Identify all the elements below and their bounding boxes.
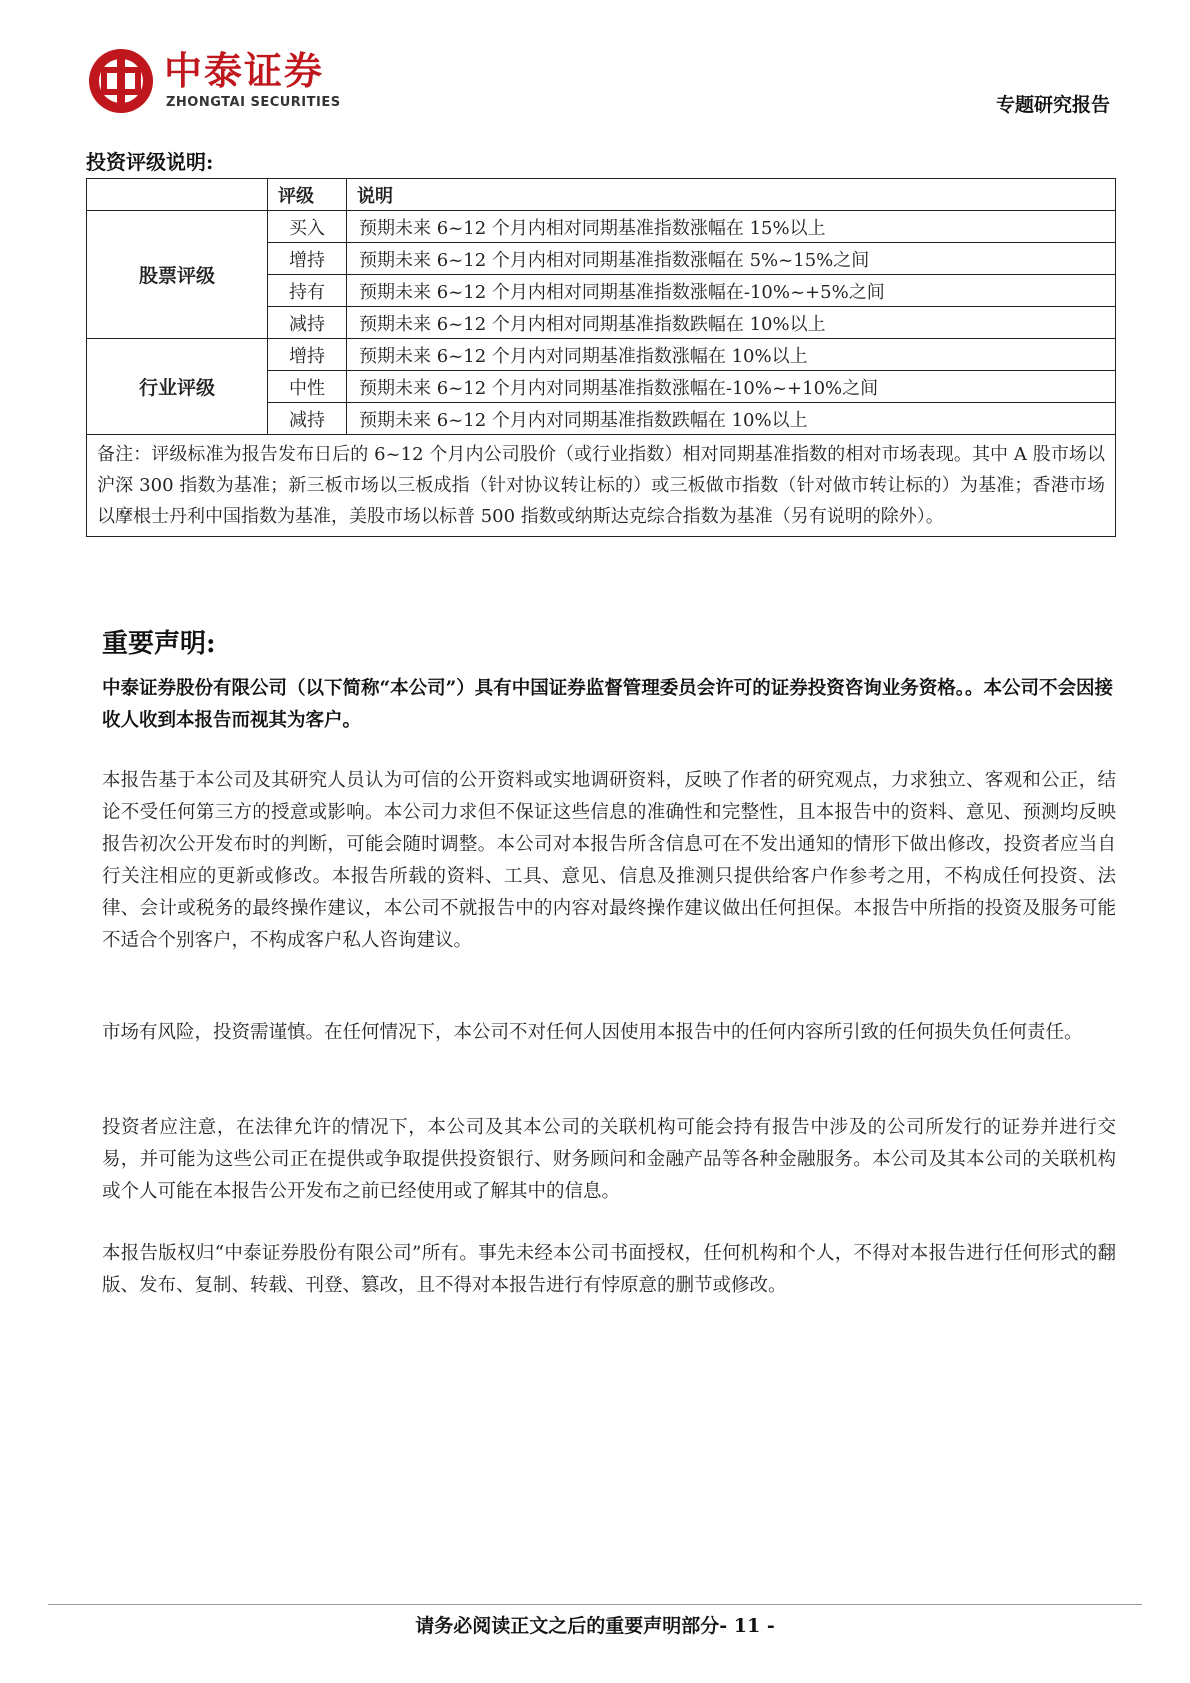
table-header-row: [87, 179, 1116, 211]
rating-level: 减持: [268, 307, 347, 339]
header-empty-cell: [87, 179, 268, 211]
table-row: [87, 339, 1116, 371]
rating-desc: 预期未来 6~12 个月内对同期基准指数跌幅在 10%以上: [347, 403, 1116, 435]
rating-level: 买入: [268, 211, 347, 243]
footer-text: 请务必阅读正文之后的重要声明部分- 11 -: [415, 1615, 775, 1637]
industry-rating-label: 行业评级: [87, 339, 268, 435]
declaration-paragraph-1: 本报告基于本公司及其研究人员认为可信的公开资料或实地调研资料，反映了作者的研究观点，力求独立、客观和公正，结论不受任何第三方的授意或影响。本公司力求但不保证这些信息的准确性和完整性，且本报告中的资料、意见、预测均反映报告初次公开发布时的判断，可能会随时调整。本公司对本报告所含信息可在不发出通知的情形下做出修改，投资者应当自行关注相应的更新或修改。本报告所载的资料、工具、意见、信息及推测只提供给客户作参考之用，不构成任何投资、法律、会计或税务的最终操作建议，本公司不就报告中的内容对最终操作建议做出任何担保。本报告中所指的投资及服务可能不适合个别客户，不构成客户私人咨询建议。: [102, 770, 1116, 951]
declaration-paragraph-2: 市场有风险，投资需谨慎。在任何情况下，本公司不对任何人因使用本报告中的任何内容所引致的任何损失负任何责任。: [102, 1022, 1083, 1043]
declaration-bold-text: 中泰证券股份有限公司（以下简称“本公司”）具有中国证券监督管理委员会许可的证券投资咨询业务资格。。本公司不会因接收人收到本报告而视其为客户。: [102, 678, 1114, 731]
rating-level: 中性: [268, 371, 347, 403]
report-type-label: 专题研究报告: [995, 94, 1110, 116]
rating-level: 增持: [268, 339, 347, 371]
rating-desc: 预期未来 6~12 个月内相对同期基准指数涨幅在-10%~+5%之间: [347, 275, 1116, 307]
rating-level: 持有: [268, 275, 347, 307]
rating-desc: 预期未来 6~12 个月内相对同期基准指数跌幅在 10%以上: [347, 307, 1116, 339]
logo-english-text: ZHONGTAI SECURITIES: [166, 95, 341, 110]
stock-rating-label: 股票评级: [87, 211, 268, 339]
rating-table: [86, 178, 1116, 537]
rating-desc: 预期未来 6~12 个月内对同期基准指数涨幅在 10%以上: [347, 339, 1116, 371]
logo-chinese-text: 中泰证券: [164, 49, 325, 93]
rating-desc: 预期未来 6~12 个月内相对同期基准指数涨幅在 5%~15%之间: [347, 243, 1116, 275]
rating-level: 减持: [268, 403, 347, 435]
declaration-title: 重要声明:: [102, 629, 216, 659]
table-row: [87, 211, 1116, 243]
company-logo: [86, 46, 446, 126]
declaration-paragraph-4: 本报告版权归“中泰证券股份有限公司”所有。事先未经本公司书面授权，任何机构和个人，不得对本报告进行任何形式的翻版、发布、复制、转载、刊登、篡改，且不得对本报告进行有悖原意的删节或修改。: [102, 1243, 1116, 1296]
zhongtai-logo-icon: [86, 46, 156, 116]
header-desc-cell: 说明: [347, 179, 1116, 211]
header-rating-cell: 评级: [268, 179, 347, 211]
table-note-row: [87, 435, 1116, 537]
rating-note: 备注：评级标准为报告发布日后的 6~12 个月内公司股价（或行业指数）相对同期基准指数的相对市场表现。其中 A 股市场以沪深 300 指数为基准；新三板市场以三板成指（针对协议转让标的）或三板做市指数（针对做市转让标的）为基准；香港市场以摩根士丹利中国指数为基准，美股市场以标普 500 指数或纳斯达克综合指数为基准（另有说明的除外）。: [87, 435, 1116, 537]
footer-divider: [48, 1604, 1142, 1605]
rating-desc: 预期未来 6~12 个月内对同期基准指数涨幅在-10%~+10%之间: [347, 371, 1116, 403]
rating-section-title: 投资评级说明:: [86, 150, 214, 174]
rating-level: 增持: [268, 243, 347, 275]
rating-desc: 预期未来 6~12 个月内相对同期基准指数涨幅在 15%以上: [347, 211, 1116, 243]
declaration-paragraph-3: 投资者应注意，在法律允许的情况下，本公司及其本公司的关联机构可能会持有报告中涉及的公司所发行的证券并进行交易，并可能为这些公司正在提供或争取提供投资银行、财务顾问和金融产品等各种金融服务。本公司及其本公司的关联机构或个人可能在本报告公开发布之前已经使用或了解其中的信息。: [102, 1117, 1116, 1202]
